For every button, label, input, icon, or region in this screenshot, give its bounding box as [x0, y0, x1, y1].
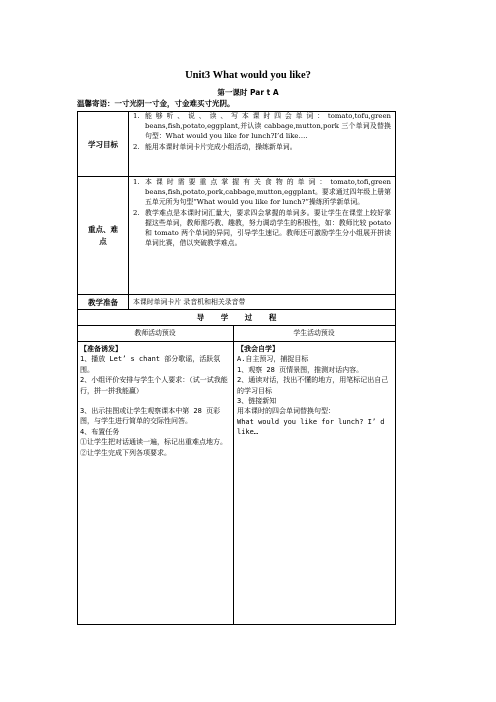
- student-activities: [237, 344, 392, 438]
- item-number: 2.: [133, 142, 140, 151]
- student-line: What would you like for lunch? I’ d like…: [237, 417, 385, 437]
- table-line: [77, 624, 396, 625]
- teacher-line: 4、布置任务: [80, 427, 120, 436]
- item-text: 能用本课时单词卡片完成小组活动，操练新单词。: [145, 142, 297, 151]
- student-line: A.自主预习，捕捉目标: [237, 355, 309, 364]
- list-item: [133, 111, 391, 142]
- student-line: 2、通读对话，找出不懂的地方，用笔标记出自己的学习目标: [237, 376, 389, 395]
- focus-list: [133, 177, 391, 248]
- motto: 温馨寄语：一寸光阴一寸金，寸金难买寸光阴。: [77, 99, 235, 108]
- teacher-column-header: 教师活动预设: [134, 329, 176, 337]
- page-title: Unit3 What would you like?: [185, 70, 311, 81]
- student-column-header: 学生活动预设: [293, 329, 335, 337]
- guide-heading: 导 学 过 程: [196, 313, 277, 322]
- focus-label: [78, 224, 128, 248]
- list-item: [133, 208, 391, 249]
- table-line: [128, 111, 129, 310]
- item-text: 本课时需要重点掌握有关食物的单词：tomato,tofi,green beans,fish,potato,pork,cabbage,mutton,eggplant。要求通过四年级上册第五单元所为句型“What would you like for lunch?”操练所学新单词。: [145, 178, 391, 207]
- list-item: [133, 142, 391, 152]
- item-number: 1.: [133, 112, 140, 120]
- table-line: [77, 325, 396, 326]
- teacher-activities: [80, 344, 230, 458]
- table-line: [77, 309, 396, 310]
- focus-label-line2: 点: [99, 237, 107, 246]
- focus-label-line1: 重点、难: [88, 225, 118, 234]
- teacher-line: 1、播放 Let’ s chant 部分歌谣，活跃氛围。: [80, 355, 221, 374]
- table-line: [77, 294, 396, 295]
- teacher-line: 3、出示挂图或让学生观察课本中第 28 页彩图，与学生进行简单的交际性问答。: [80, 407, 221, 426]
- list-item: [133, 177, 391, 208]
- table-line: [77, 341, 396, 342]
- table-line: [77, 111, 78, 625]
- goals-list: [133, 111, 391, 152]
- table-line: [395, 111, 396, 625]
- item-number: 2.: [133, 208, 140, 217]
- teacher-section-title: 【准备诱发】: [80, 345, 122, 353]
- student-line: 3、链接新知: [237, 397, 277, 406]
- item-number: 1.: [133, 178, 140, 186]
- prep-text: 本课时单词卡片 录音机和相关录音带: [133, 298, 246, 306]
- item-text: 教学难点是本课时词汇量大，要求四会掌握的单词多。要让学生在课堂上较好掌握这些单词，教师需巧教、趣教，努力调动学生的积极性，如：教师比较 potato 和 tomato 两个单词的异同，引导学生速记。教师还可激励学生分小组展开拼读单词比赛，借以突破教学难点。: [145, 208, 391, 248]
- student-line: 1、观察 28 页情景图，推测对话内容。: [237, 365, 364, 374]
- teacher-line: 2、小组评价安排与学生个人要求：（试一试我能行，拼一拼我能赢）: [80, 376, 228, 395]
- student-line: 用本课时的四会单词替换句型：: [237, 407, 335, 416]
- goals-label: 学习目标: [88, 140, 118, 149]
- lesson-subtitle: 第一课时 Par t A: [217, 88, 279, 97]
- prep-label: 教学准备: [88, 298, 118, 307]
- teacher-line: ①让学生把对话通读一遍，标记出重难点地方。: [80, 438, 227, 447]
- teacher-line: ②让学生完成下列各项要求。: [80, 448, 171, 457]
- table-line: [233, 325, 234, 625]
- item-text: 能够听、说、读、写本课时四会单词：tomato,tofu,green beans,fish,potato,eggplant,并认读 cabbage,mutton,pork 三个单词及替换句型：What would you like for lunch?I’d like….: [145, 112, 391, 141]
- student-section-title: 【我会自学】: [237, 345, 279, 353]
